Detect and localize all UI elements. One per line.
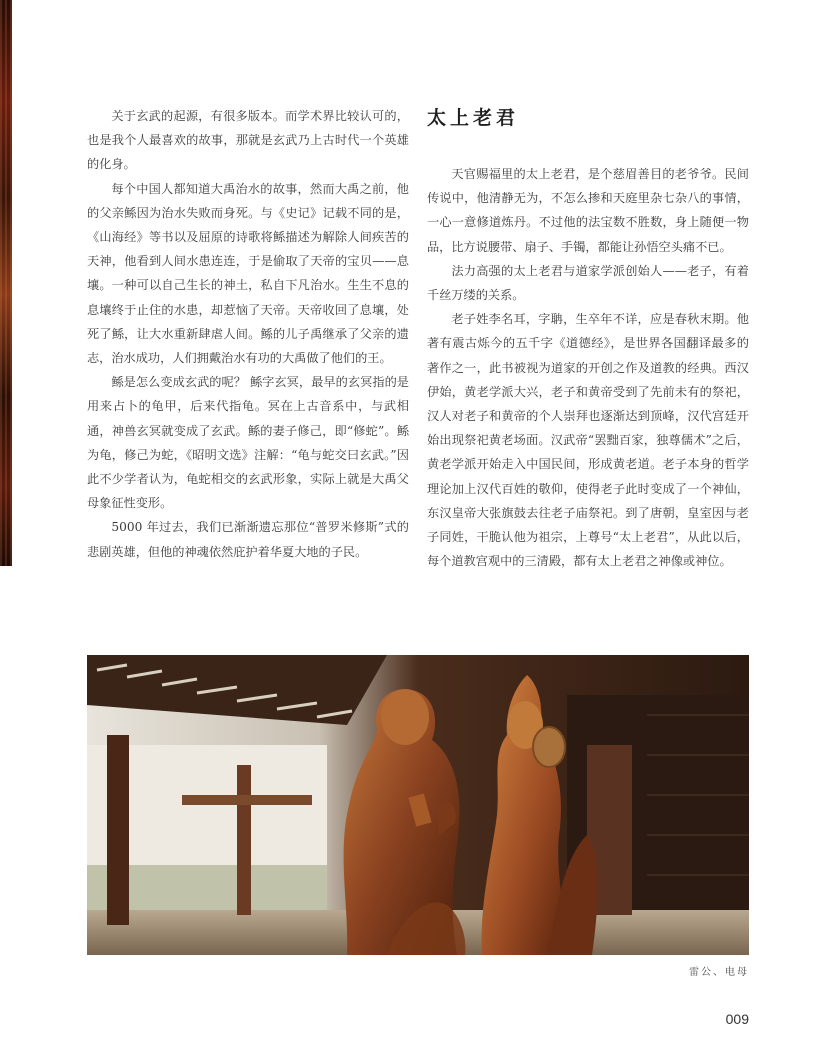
paragraph: 老子姓李名耳，字聃，生卒年不详，应是春秋末期。他著有震古烁今的五千字《道德经》，是世界各国翻译最多的著作之一，此书被视为道家的开创之作及道教的经典。西汉伊始，黄老学派大兴，老子和黄帝受到了先前未有的祭祀，汉人对老子和黄帝的个人崇拜也逐渐达到顶峰，汉代宫廷开始出现祭祀黄老场面。汉武帝“罢黜百家，独尊儒术”之后，黄老学派开始走入中国民间，形成黄老道。老子本身的哲学理论加上汉代百姓的敬仰，使得老子此时变成了一个神仙，东汉皇帝大张旗鼓去往老子庙祭祀。到了唐朝，皇室因与老子同姓，干脆认他为祖宗，上尊号“太上老君”，从此以后，每个道教宫观中的三清殿，都有太上老君之神像或神位。	[427, 312, 749, 569]
edge-photo-strip	[0, 0, 12, 566]
page-number: 009	[725, 1011, 749, 1027]
section-title: 太上老君	[427, 107, 520, 129]
paragraph: 天官赐福里的太上老君，是个慈眉善目的老爷爷。民间传说中，他清静无为，不怎么掺和天庭里杂七杂八的事情，一心一意修道炼丹。不过他的法宝数不胜数，身上随便一物品，比方说腰带、扇子、手镯，都能让孙悟空头痛不已。	[427, 167, 749, 254]
paragraph: 5000 年过去，我们已渐渐遗忘那位“普罗米修斯”式的悲剧英雄，但他的神魂依然庇护着华夏大地的子民。	[87, 520, 409, 559]
photo-caption: 雷公、电母	[689, 967, 749, 978]
left-text-column	[87, 104, 409, 564]
paragraph: 关于玄武的起源，有很多版本。而学术界比较认可的，也是我个人最喜欢的故事，那就是玄武乃上古时代一个英雄的化身。	[87, 109, 409, 172]
statue-photo	[87, 655, 749, 955]
paragraph: 鲧是怎么变成玄武的呢？ 鲧字玄冥，最早的玄冥指的是用来占卜的龟甲，后来代指龟。冥在上古音系中，与武相通，神兽玄冥就变成了玄武。鲧的妻子修己，即“修蛇”。鲧为龟，修己为蛇，《昭明文选》注解：“龟与蛇交曰玄武。”因此不少学者认为，龟蛇相交的玄武形象，实际上就是大禹父母象征性变形。	[87, 375, 409, 511]
paragraph: 每个中国人都知道大禹治水的故事，然而大禹之前，他的父亲鲧因为治水失败而身死。与《史记》记载不同的是，《山海经》等书以及屈原的诗歌将鲧描述为解除人间疾苦的天神，他看到人间水患连连，于是偷取了天帝的宝贝——息壤。一种可以自己生长的神土，私自下凡治水。生生不息的息壤终于止住的水患，却惹恼了天帝。天帝收回了息壤，处死了鲧，让大水重新肆虐人间。鲧的儿子禹继承了父亲的遗志，治水成功，人们拥戴治水有功的大禹做了他们的王。	[87, 181, 409, 366]
paragraph: 法力高强的太上老君与道家学派创始人——老子，有着千丝万缕的关系。	[427, 263, 749, 303]
right-text-column	[427, 104, 749, 573]
